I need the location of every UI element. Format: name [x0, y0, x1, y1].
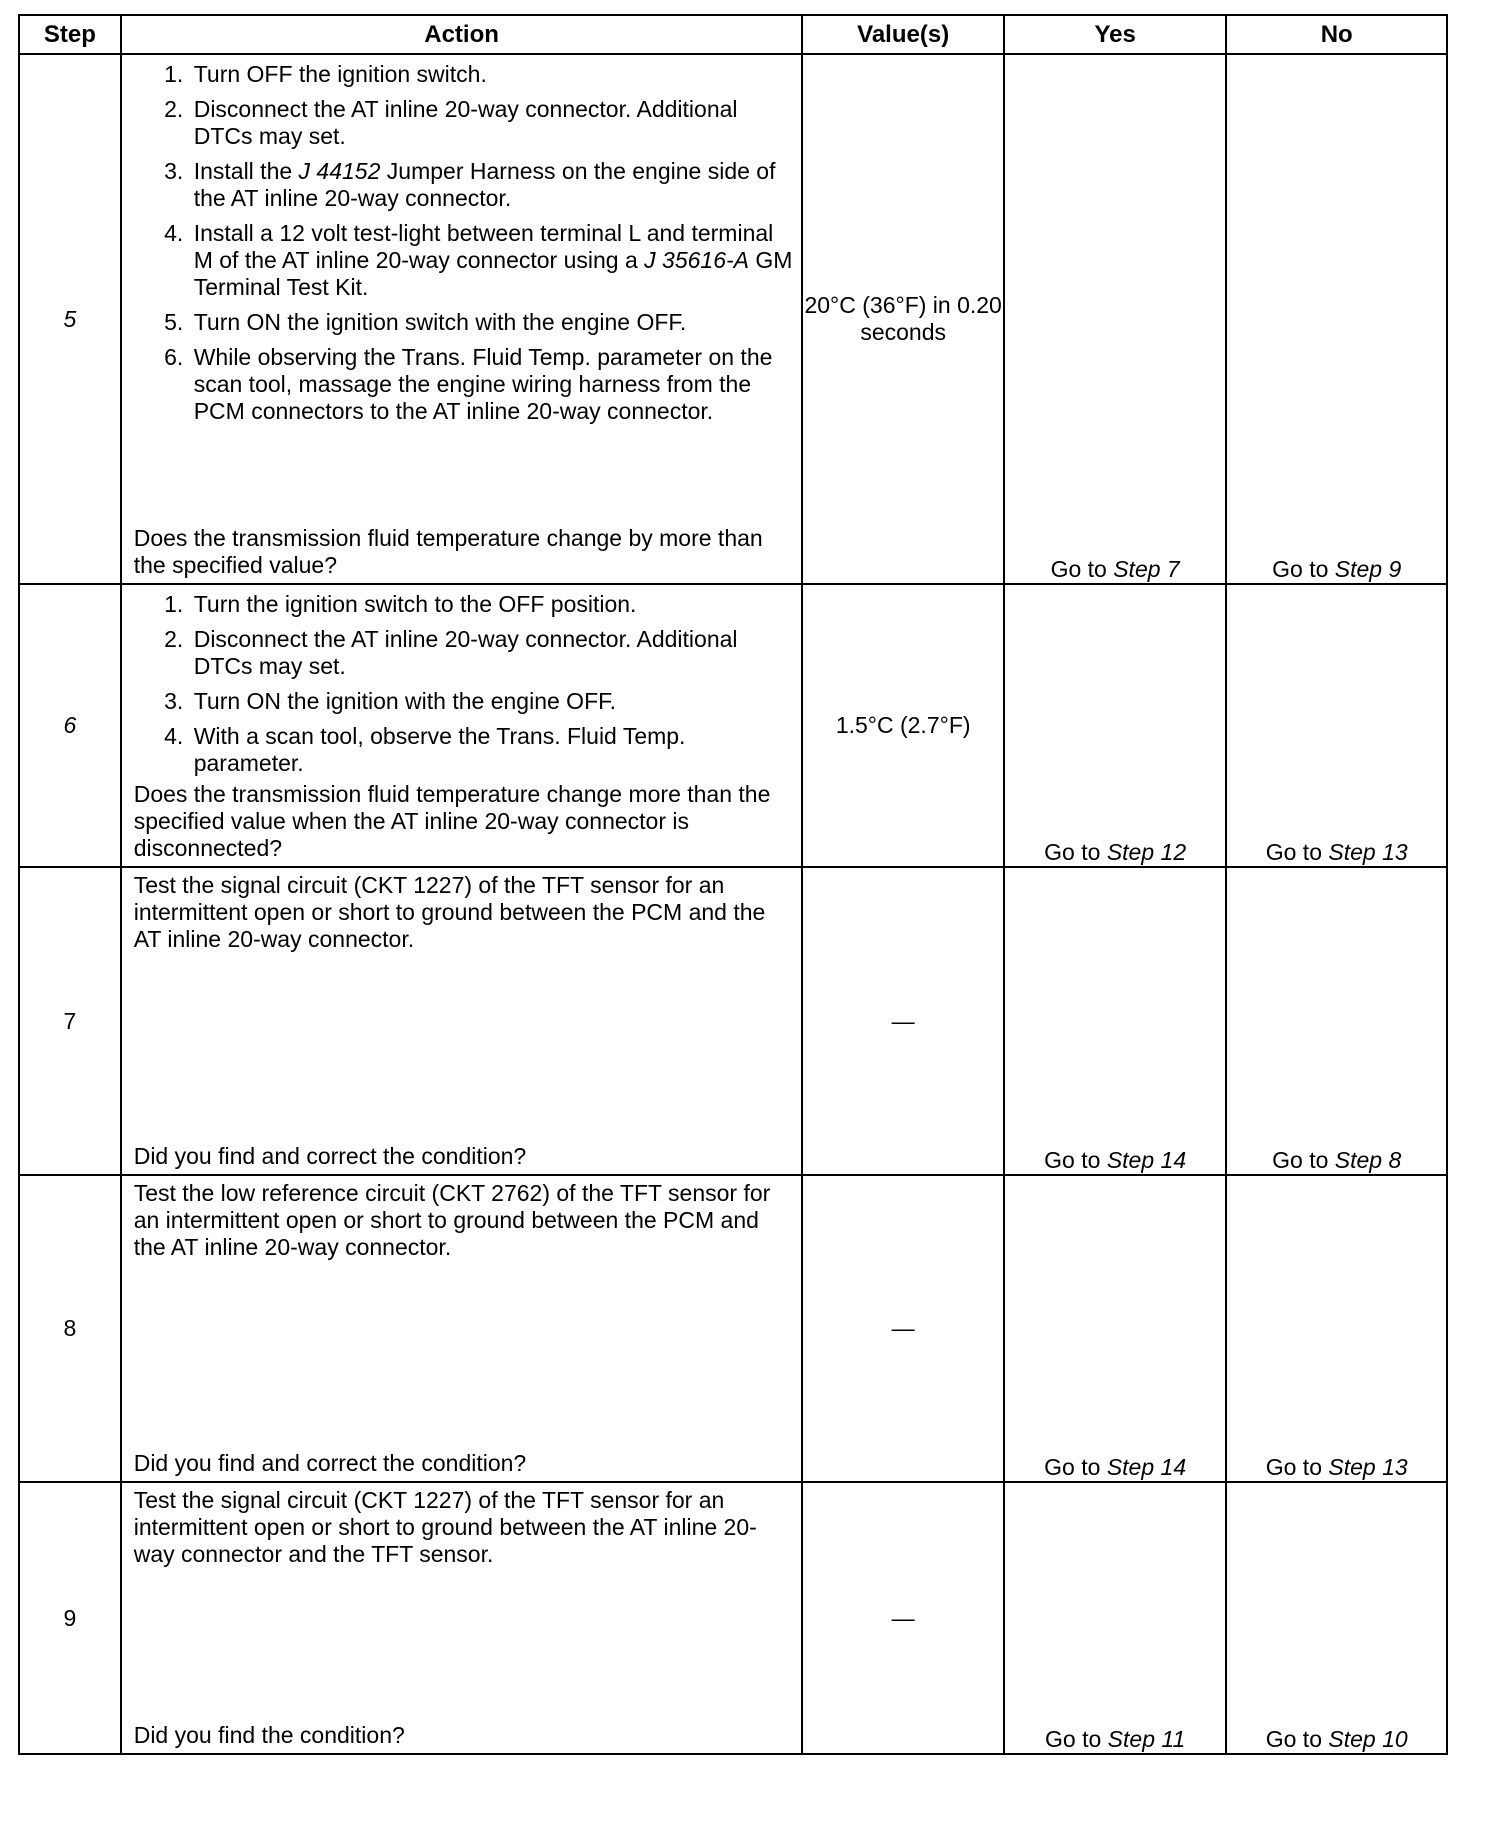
question-text: Did you find the condition? [133, 1722, 405, 1748]
yes-step-link: Step 12 [1106, 839, 1187, 865]
header-values: Value(s) [802, 15, 1003, 54]
yes-cell: Go to Step 7 [1004, 54, 1227, 584]
action-text: Test the signal circuit (CKT 1227) of the TFT sensor for an intermittent open or short to ground between the PCM and the AT inline 20-way connector. [133, 872, 766, 952]
yes-cell: Go to Step 11 [1004, 1482, 1227, 1754]
no-cell: Go to Step 13 [1226, 584, 1447, 867]
value-cell: — [802, 1482, 1003, 1754]
action-cell [121, 1482, 803, 1754]
yes-cell: Go to Step 14 [1004, 867, 1227, 1175]
action-text: Test the low reference circuit (CKT 2762) of the TFT sensor for an intermittent open or short to ground between the PCM and the AT inline 20-way connector. [133, 1180, 771, 1260]
yes-step-link: Step 14 [1106, 1454, 1187, 1480]
no-step-link: Step 9 [1334, 556, 1402, 582]
table-row [19, 1175, 1447, 1482]
question-text: Does the transmission fluid temperature change by more than the specified value? [133, 525, 763, 578]
no-cell: Go to Step 10 [1226, 1482, 1447, 1754]
tool-reference: J 44152 [298, 158, 381, 184]
yes-step-link: Step 7 [1113, 556, 1180, 582]
table-row [19, 1482, 1447, 1754]
no-cell: Go to Step 8 [1226, 867, 1447, 1175]
header-no: No [1226, 15, 1447, 54]
table-row [19, 867, 1447, 1175]
step-number: 6 [19, 584, 121, 867]
question-text: Did you find and correct the condition? [133, 1450, 527, 1476]
no-step-link: Step 13 [1328, 839, 1408, 865]
header-action: Action [121, 15, 803, 54]
step-number: 7 [19, 867, 121, 1175]
instruction-item: 1. Turn the ignition switch to the OFF position. [190, 591, 794, 618]
yes-step-link: Step 11 [1107, 1726, 1186, 1752]
instruction-item: 5. Turn ON the ignition switch with the engine OFF. [190, 309, 794, 336]
table-row [19, 54, 1447, 584]
instruction-item: 6. While observing the Trans. Fluid Temp. parameter on the scan tool, massage the engine wiring harness from the PCM connectors to the AT inline 20-way connector. [190, 344, 794, 425]
action-text: Test the signal circuit (CKT 1227) of the TFT sensor for an intermittent open or short to ground between the AT inline 20-way connector and the TFT sensor. [133, 1487, 757, 1567]
no-step-link: Step 10 [1328, 1726, 1408, 1752]
instruction-list [122, 55, 802, 425]
action-cell [121, 867, 803, 1175]
action-cell [121, 584, 803, 867]
diagnostic-table [18, 14, 1448, 1755]
no-step-link: Step 8 [1334, 1147, 1402, 1173]
no-cell: Go to Step 13 [1226, 1175, 1447, 1482]
instruction-item: 4. With a scan tool, observe the Trans. Fluid Temp. parameter. [190, 723, 794, 777]
header-row [19, 15, 1447, 54]
instruction-item: 3. Turn ON the ignition with the engine OFF. [190, 688, 794, 715]
no-step-link: Step 13 [1328, 1454, 1408, 1480]
instruction-list [122, 585, 802, 777]
yes-cell: Go to Step 12 [1004, 584, 1227, 867]
step-number: 8 [19, 1175, 121, 1482]
instruction-item: 1. Turn OFF the ignition switch. [190, 61, 794, 88]
value-cell: — [802, 1175, 1003, 1482]
value-cell: 1.5°C (2.7°F) [802, 584, 1003, 867]
action-cell [121, 54, 803, 584]
step-number: 5 [19, 54, 121, 584]
instruction-item: 2. Disconnect the AT inline 20-way connector. Additional DTCs may set. [190, 626, 794, 680]
header-yes: Yes [1004, 15, 1227, 54]
instruction-item: 2. Disconnect the AT inline 20-way connector. Additional DTCs may set. [190, 96, 794, 150]
tool-reference: J 35616-A [644, 247, 750, 273]
step-number: 9 [19, 1482, 121, 1754]
instruction-item: 3. Install the J 44152 Jumper Harness on the engine side of the AT inline 20-way connector. [190, 158, 794, 212]
question-text: Did you find and correct the condition? [133, 1143, 527, 1169]
value-cell: 20°C (36°F) in 0.20 seconds [802, 54, 1003, 584]
yes-step-link: Step 14 [1106, 1147, 1187, 1173]
instruction-item: 4. Install a 12 volt test-light between terminal L and terminal M of the AT inline 20-way connector using a J 35616-A GM Terminal Test Kit. [190, 220, 794, 301]
header-step: Step [19, 15, 121, 54]
value-cell: — [802, 867, 1003, 1175]
question-text: Does the transmission fluid temperature change more than the specified value when the AT inline 20-way connector is disconnected? [133, 781, 771, 861]
yes-cell: Go to Step 14 [1004, 1175, 1227, 1482]
table-row [19, 584, 1447, 867]
action-cell [121, 1175, 803, 1482]
no-cell: Go to Step 9 [1226, 54, 1447, 584]
